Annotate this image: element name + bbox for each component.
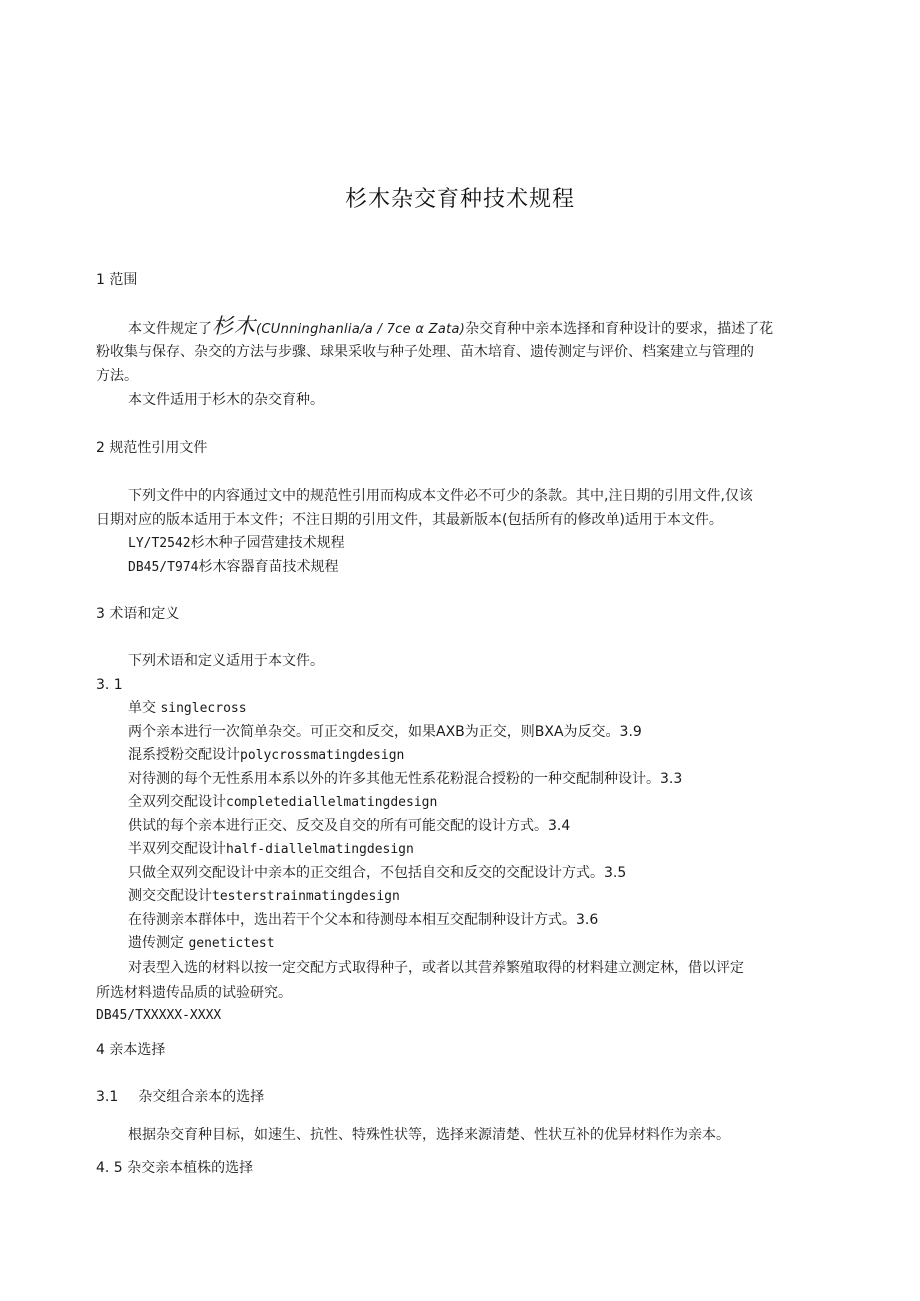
term-definition: 两个亲本进行一次简单杂交。可正交和反交，如果AXB为正交，则BXA为反交。3.9: [128, 724, 642, 740]
reference-item: [128, 533, 345, 554]
term-en: polycrossmatingdesign: [240, 748, 405, 763]
term-en: singlecross: [160, 701, 247, 716]
term-zh: 遗传测定: [128, 935, 184, 951]
subsection-text: 根据杂交育种目标，如速生、抗性、特殊性状等，选择来源清楚、性状互补的优异材料作为亲本。: [128, 1127, 730, 1143]
section-3-heading: 3 术语和定义: [96, 606, 180, 622]
subsection-heading: [96, 1087, 264, 1107]
section-1-paragraph-1-line-1: [128, 316, 773, 340]
section-1-paragraph-1-line-2: 粉收集与保存、杂交的方法与步骤、球果采收与种子处理、苗木培育、遗传测定与评价、档案建立与管理的: [96, 344, 754, 360]
reference-item: [128, 557, 338, 578]
reference-name: 杉木种子园营建技术规程: [190, 535, 345, 551]
term-title: [128, 886, 400, 907]
term-title: [128, 698, 247, 719]
subsection-heading-2: 4. 5 杂交亲本植株的选择: [96, 1160, 254, 1176]
p1-end: 杂交育种中亲本选择和育种设计的要求，描述了花: [465, 321, 774, 337]
section-4-heading: 4 亲本选择: [96, 1042, 166, 1058]
term-title: [128, 839, 414, 860]
term-title: [128, 745, 404, 766]
term-title: [128, 933, 275, 954]
p1-start: 本文件规定了: [128, 321, 212, 337]
term-en: half-diallelmatingdesign: [226, 842, 414, 857]
term-definition: 供试的每个亲本进行正交、反交及自交的所有可能交配的设计方式。3.4: [128, 818, 571, 834]
term-definition: 只做全双列交配设计中亲本的正交组合，不包括自交和反交的交配设计方式。3.5: [128, 865, 627, 881]
document-title: 杉木杂交育种技术规程: [344, 187, 575, 212]
section-1-paragraph-1-line-3: 方法。: [96, 368, 138, 384]
reference-name: 杉木容器育苗技术规程: [198, 559, 339, 575]
term-en: completediallelmatingdesign: [226, 795, 438, 810]
handwritten-species-name: 杉木: [212, 314, 256, 338]
term-title: [128, 792, 437, 813]
term-en: genetictest: [188, 936, 275, 951]
reference-code: LY/T2542: [128, 536, 191, 551]
term-definition-line-1: 对表型入选的材料以按一定交配方式取得种子，或者以其营养繁殖取得的材料建立测定林，借以评定: [128, 960, 744, 976]
latin-name: (CUnninghanlia/a / 7ce α Zata): [256, 322, 466, 337]
term-definition: 对待测的每个无性系用本系以外的许多其他无性系花粉混合授粉的一种交配制种设计。3.3: [128, 771, 683, 787]
term-zh: 测交交配设计: [128, 888, 212, 904]
term-zh: 混系授粉交配设计: [128, 747, 240, 763]
section-2-heading: 2 规范性引用文件: [96, 440, 208, 456]
term-zh: 单交: [128, 700, 156, 716]
term-number: 3. 1: [96, 677, 123, 693]
section-2-paragraph-line-2: 日期对应的版本适用于本文件；不注日期的引用文件，其最新版本(包括所有的修改单)适用于本文件。: [96, 512, 723, 528]
reference-code: DB45/T974: [128, 560, 199, 575]
term-definition: 在待测亲本群体中，选出若干个父本和待测母本相互交配制种设计方式。3.6: [128, 912, 599, 928]
section-1-heading: 1 范围: [96, 272, 138, 288]
term-zh: 半双列交配设计: [128, 841, 226, 857]
section-3-intro: 下列术语和定义适用于本文件。: [128, 653, 324, 669]
term-en: testerstrainmatingdesign: [212, 889, 400, 904]
term-zh: 全双列交配设计: [128, 794, 226, 810]
section-2-paragraph-line-1: 下列文件中的内容通过文中的规范性引用而构成本文件必不可少的条款。其中,注日期的引用文件,仅该: [128, 488, 753, 504]
document-code: DB45/TXXXXX-XXXX: [96, 1008, 222, 1023]
subsection-number: 3.1: [96, 1089, 119, 1105]
subsection-title: 杂交组合亲本的选择: [138, 1089, 265, 1105]
section-1-paragraph-2: 本文件适用于杉木的杂交育种。: [128, 392, 324, 408]
term-definition-line-2: 所选材料遗传品质的试验研究。: [96, 985, 292, 1001]
